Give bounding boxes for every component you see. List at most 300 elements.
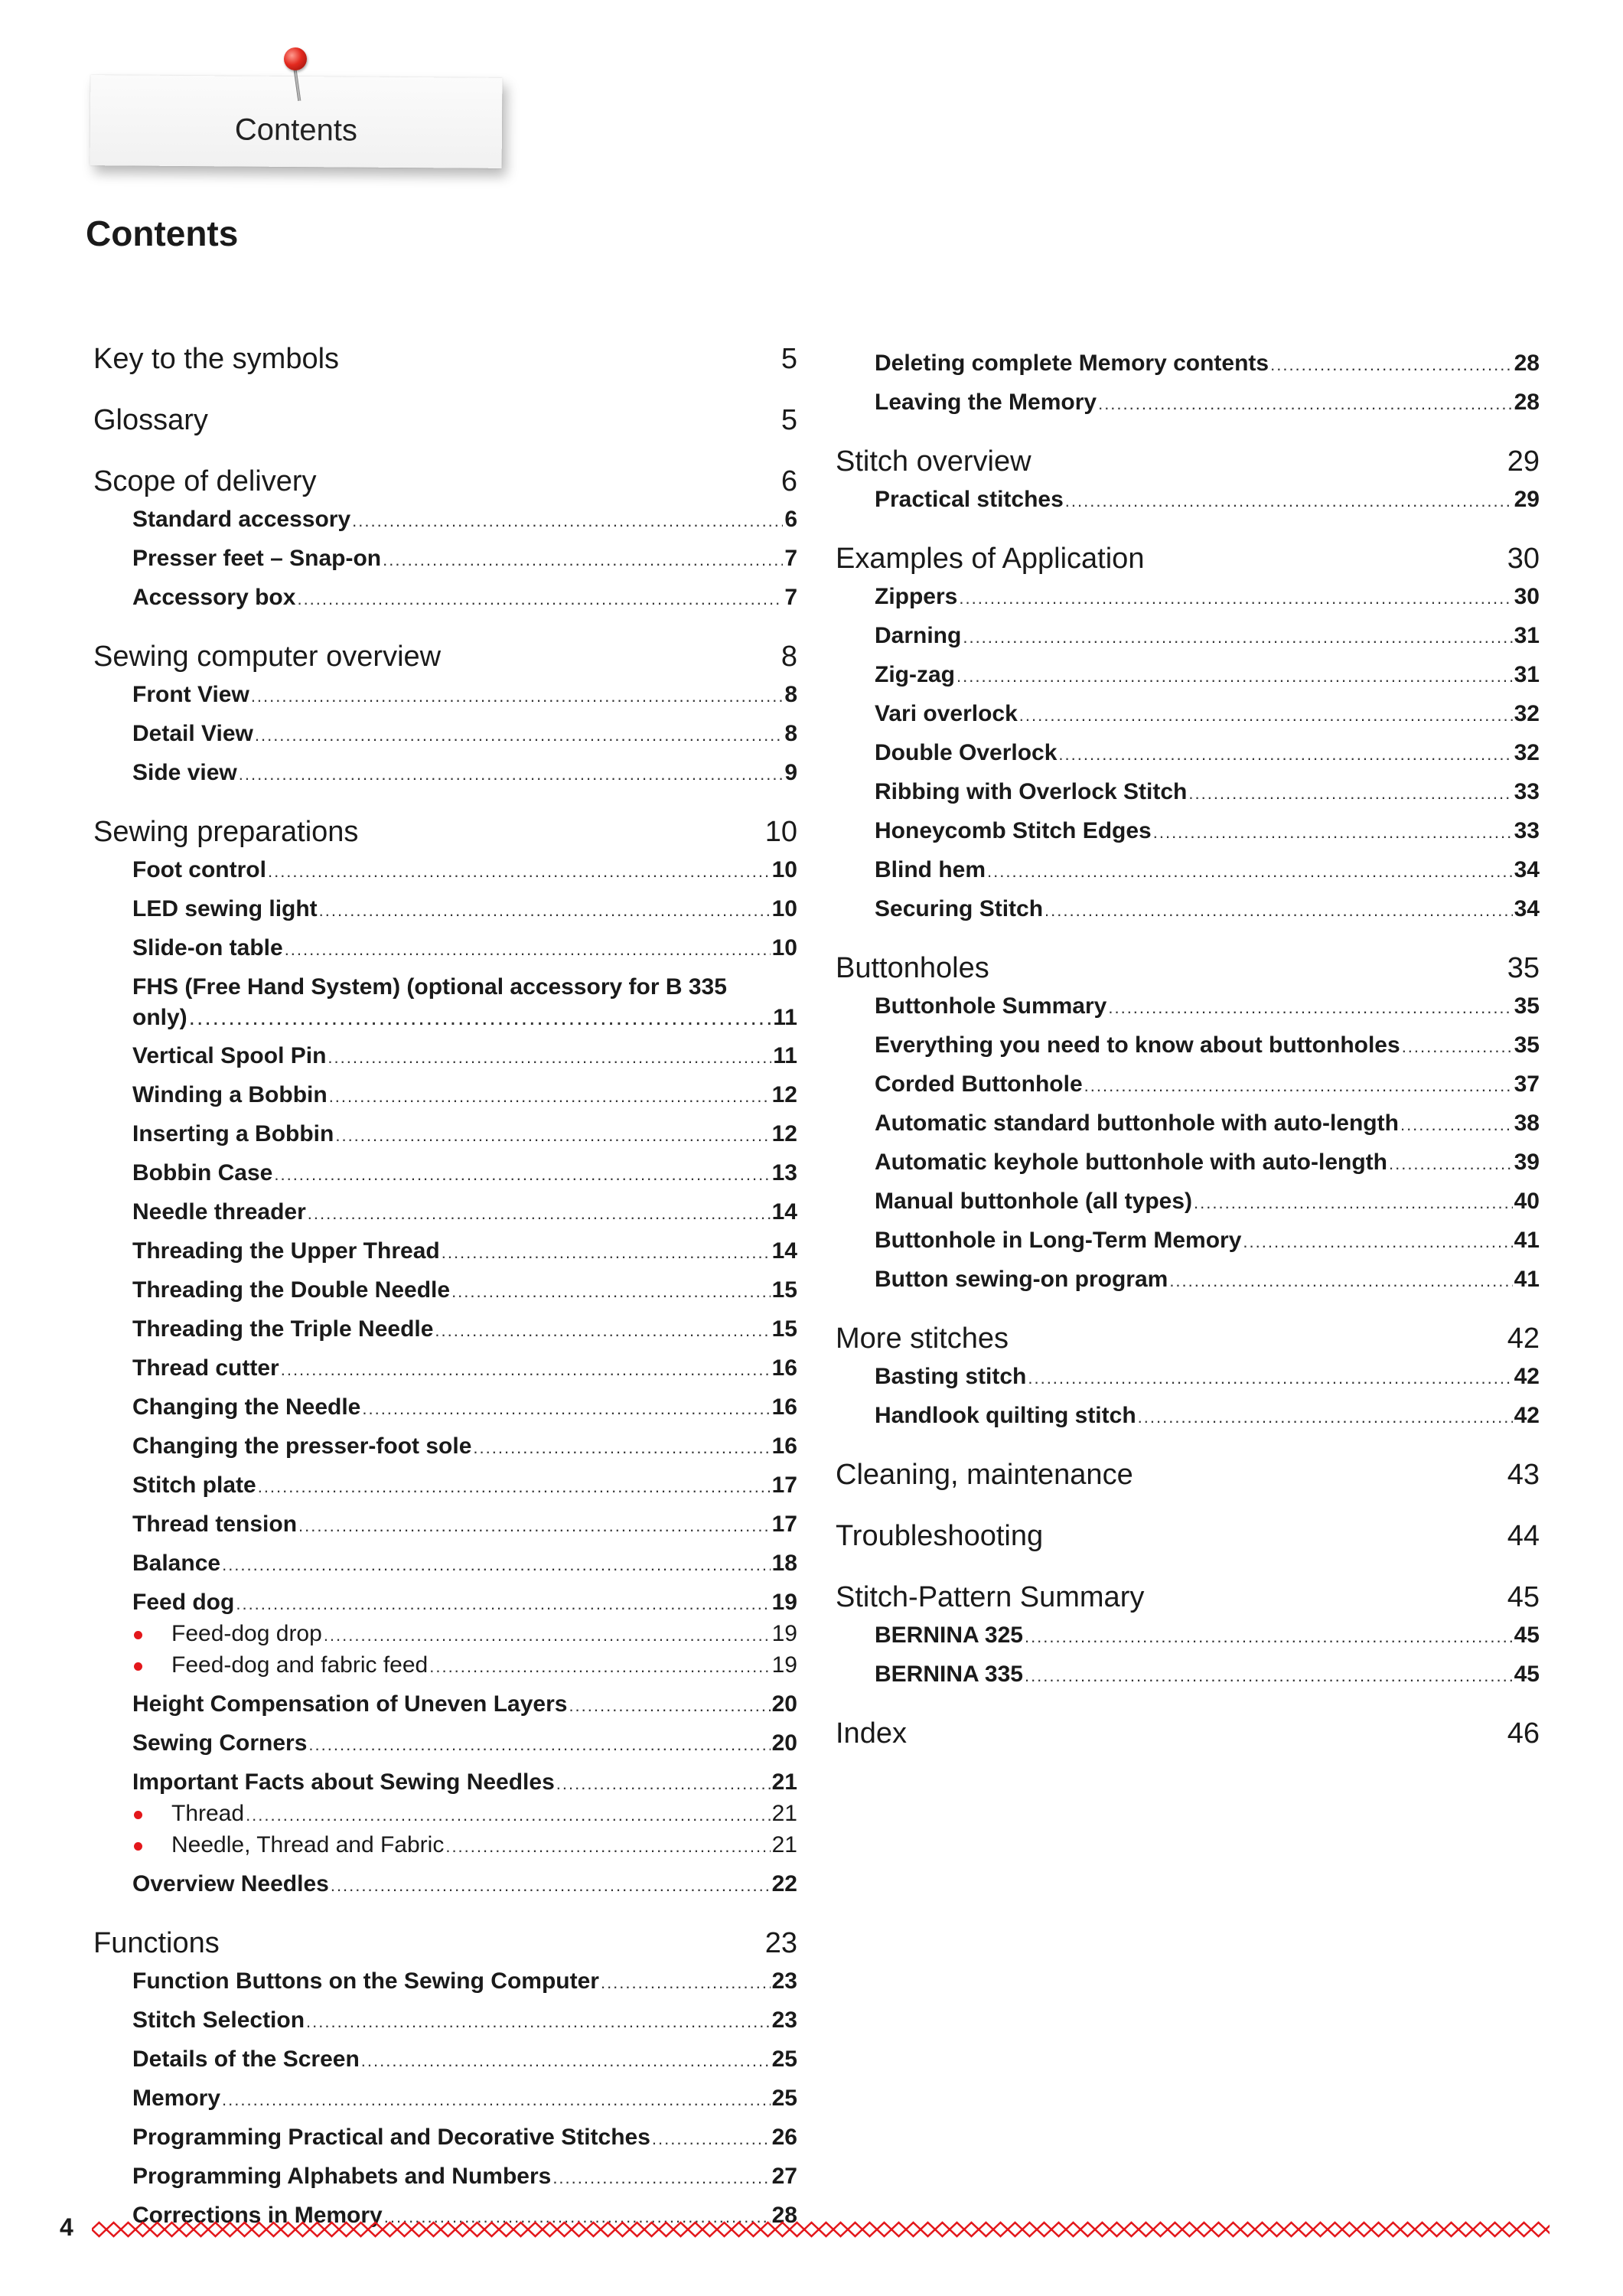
toc-subentry[interactable] xyxy=(93,1830,797,1861)
toc-entry[interactable] xyxy=(836,777,1540,808)
toc-entry-title: Vari overlock xyxy=(875,701,1018,726)
toc-page-number: 43 xyxy=(1507,1459,1540,1491)
toc-page-number: 12 xyxy=(771,1082,797,1107)
toc-page-number: 10 xyxy=(771,857,797,882)
toc-page-number: 23 xyxy=(771,1968,797,1994)
toc-page-number: 39 xyxy=(1514,1150,1540,1175)
toc-entry[interactable] xyxy=(836,660,1540,691)
toc-entry[interactable] xyxy=(836,621,1540,652)
toc-entry[interactable] xyxy=(93,504,797,536)
toc-page-number: 15 xyxy=(771,1316,797,1342)
toc-page-number: 28 xyxy=(1514,351,1540,376)
dot-leader xyxy=(556,1769,771,1799)
toc-section[interactable] xyxy=(93,402,797,439)
toc-section[interactable] xyxy=(836,540,1540,577)
toc-section[interactable] xyxy=(93,341,797,377)
toc-entry[interactable] xyxy=(93,2083,797,2115)
bullet-icon xyxy=(134,1811,142,1819)
toc-section-title: Sewing computer overview xyxy=(93,641,442,673)
toc-entry[interactable] xyxy=(836,991,1540,1022)
dot-leader xyxy=(308,1199,771,1228)
dot-leader xyxy=(1084,1071,1513,1101)
toc-section[interactable] xyxy=(93,638,797,675)
toc-page-number: 35 xyxy=(1514,993,1540,1019)
dot-leader xyxy=(569,1691,770,1720)
dot-leader xyxy=(1194,1188,1513,1218)
toc-page-number: 29 xyxy=(1507,445,1540,478)
toc-entry[interactable] xyxy=(836,1264,1540,1296)
toc-entry-title: Double Overlock xyxy=(875,740,1058,765)
toc-page-number: 44 xyxy=(1507,1520,1540,1552)
toc-section-title: Sewing preparations xyxy=(93,816,359,848)
toc-entry[interactable] xyxy=(93,855,797,886)
toc-subentry-title: Feed-dog drop xyxy=(171,1621,322,1646)
toc-entry[interactable] xyxy=(836,1401,1540,1432)
dot-leader xyxy=(236,1589,770,1619)
dot-leader xyxy=(246,1800,771,1830)
toc-page-number: 15 xyxy=(771,1277,797,1303)
toc-left-column xyxy=(93,341,797,2232)
toc-entry[interactable] xyxy=(93,1587,797,1619)
toc-page-number: 21 xyxy=(771,1832,797,1857)
dot-leader xyxy=(1243,1227,1512,1257)
dot-leader xyxy=(239,759,784,789)
toc-entry-title: Programming Alphabets and Numbers xyxy=(132,2164,552,2189)
toc-page-number: 14 xyxy=(771,1238,797,1264)
toc-page-number: 8 xyxy=(781,641,797,673)
toc-page-number: 31 xyxy=(1514,623,1540,648)
toc-entry-title: Sewing Corners xyxy=(132,1730,308,1756)
toc-entry[interactable] xyxy=(93,1314,797,1345)
toc-entry[interactable] xyxy=(836,1659,1540,1691)
dot-leader xyxy=(1389,1149,1513,1179)
dot-leader xyxy=(1028,1363,1512,1393)
toc-page-number: 34 xyxy=(1514,896,1540,921)
toc-page-number: 16 xyxy=(771,1394,797,1420)
toc-entry-title: Corded Buttonhole xyxy=(875,1071,1083,1097)
dot-leader xyxy=(1153,817,1513,847)
toc-page-number: 28 xyxy=(771,2203,797,2228)
toc-section[interactable] xyxy=(836,1715,1540,1752)
toc-entry-title: Manual buttonhole (all types) xyxy=(875,1189,1193,1214)
toc-entry[interactable] xyxy=(93,1767,797,1799)
dot-leader xyxy=(361,2046,771,2076)
toc-section[interactable] xyxy=(836,1579,1540,1616)
toc-entry-title: Ribbing with Overlock Stitch xyxy=(875,779,1188,804)
toc-entry-title: Memory xyxy=(132,2086,221,2111)
dot-leader xyxy=(1025,1661,1513,1691)
toc-entry[interactable] xyxy=(93,1689,797,1720)
toc-section-title: Examples of Application xyxy=(836,543,1145,575)
dot-leader xyxy=(251,681,784,711)
toc-page-number: 33 xyxy=(1514,779,1540,804)
toc-entry-title: Changing the Needle xyxy=(132,1394,361,1420)
toc-page-number: 9 xyxy=(784,760,797,785)
bullet-icon xyxy=(134,1662,142,1671)
toc-entry-title: Button sewing-on program xyxy=(875,1267,1168,1292)
toc-entry-title: Basting stitch xyxy=(875,1364,1027,1389)
dot-leader xyxy=(285,934,771,964)
tab-label: Contents xyxy=(234,113,358,148)
toc-entry-title: Handlook quilting stitch xyxy=(875,1403,1136,1428)
dot-leader xyxy=(222,1550,771,1580)
toc-entry-title: Front View xyxy=(132,682,249,707)
toc-page-number: 8 xyxy=(784,721,797,746)
toc-entry-title: Important Facts about Sewing Needles xyxy=(132,1769,555,1795)
toc-page-number: 23 xyxy=(764,1927,797,1959)
toc-entry[interactable] xyxy=(93,1470,797,1502)
toc-entry-title: Corrections in Memory xyxy=(132,2203,383,2228)
toc-entry[interactable] xyxy=(93,582,797,614)
dot-leader xyxy=(1108,993,1512,1022)
toc-section-title: Troubleshooting xyxy=(836,1520,1044,1552)
toc-entry-title: Overview Needles xyxy=(132,1871,329,1896)
toc-section-title: Functions xyxy=(93,1927,220,1959)
toc-entry-title: Deleting complete Memory contents xyxy=(875,351,1269,376)
toc-page-number: 5 xyxy=(781,343,797,375)
toc-entry[interactable] xyxy=(836,1362,1540,1393)
toc-entry-title: Side view xyxy=(132,760,237,785)
toc-entry[interactable] xyxy=(836,1030,1540,1062)
toc-entry-title: Standard accessory xyxy=(132,507,351,532)
toc-entry-title: Winding a Bobbin xyxy=(132,1082,328,1107)
toc-page-number: 19 xyxy=(771,1621,797,1646)
toc-entry[interactable] xyxy=(836,738,1540,769)
toc-page-number: 13 xyxy=(771,1160,797,1186)
toc-page-number: 8 xyxy=(784,682,797,707)
dot-leader xyxy=(1065,486,1513,516)
toc-entry-title: FHS (Free Hand System) (optional accessory for B 335 xyxy=(132,974,727,1000)
toc-section[interactable] xyxy=(836,1320,1540,1357)
toc-entry-title: Vertical Spool Pin xyxy=(132,1043,327,1068)
toc-entry[interactable] xyxy=(836,582,1540,613)
toc-page-number: 6 xyxy=(781,465,797,497)
dot-leader xyxy=(1270,350,1513,380)
dot-leader xyxy=(331,1870,771,1900)
toc-page-number: 29 xyxy=(1514,487,1540,512)
toc-entry[interactable] xyxy=(836,1225,1540,1257)
toc-page-number: 42 xyxy=(1507,1322,1540,1355)
toc-entry-title: Thread tension xyxy=(132,1512,298,1537)
toc-page-number: 17 xyxy=(771,1512,797,1537)
dot-leader xyxy=(1138,1402,1513,1432)
toc-page-number: 26 xyxy=(771,2125,797,2150)
toc-page-number: 45 xyxy=(1514,1662,1540,1687)
toc-section[interactable] xyxy=(836,1518,1540,1554)
toc-section-title: Index xyxy=(836,1717,907,1750)
toc-page-number: 10 xyxy=(764,816,797,848)
toc-entry[interactable] xyxy=(93,2122,797,2154)
toc-entry-title: BERNINA 335 xyxy=(875,1662,1023,1687)
toc-section-title: Key to the symbols xyxy=(93,343,340,375)
toc-entry-title: Details of the Screen xyxy=(132,2047,360,2072)
dot-leader xyxy=(1402,1032,1513,1062)
dot-leader xyxy=(268,856,771,886)
toc-subentry[interactable] xyxy=(93,1799,797,1830)
toc-entry[interactable] xyxy=(93,1966,797,1998)
toc-entry-title: Programming Practical and Decorative Stitches xyxy=(132,2125,650,2150)
toc-entry-title: Stitch Selection xyxy=(132,2007,305,2033)
toc-entry-title-continued: only) xyxy=(132,1005,187,1030)
toc-section-title: Glossary xyxy=(93,404,208,436)
toc-page-number: 17 xyxy=(771,1473,797,1498)
dot-leader xyxy=(1098,389,1513,419)
toc-subentry-title: Feed-dog and fabric feed xyxy=(171,1652,429,1678)
toc-entry-title: Accessory box xyxy=(132,585,296,610)
toc-page-number: 25 xyxy=(771,2047,797,2072)
toc-entry[interactable] xyxy=(93,1353,797,1384)
dot-leader xyxy=(959,583,1512,613)
toc-entry-title: Needle threader xyxy=(132,1199,306,1225)
toc-page-number: 38 xyxy=(1514,1110,1540,1136)
toc-entry-title: Threading the Triple Needle xyxy=(132,1316,434,1342)
toc-entry-title: Darning xyxy=(875,623,962,648)
toc-entry-title: Zippers xyxy=(875,584,958,609)
toc-entry[interactable] xyxy=(93,1119,797,1150)
toc-entry-title: Automatic keyhole buttonhole with auto-length xyxy=(875,1150,1387,1175)
toc-entry-title: Blind hem xyxy=(875,857,986,882)
toc-subentry[interactable] xyxy=(93,1619,797,1650)
dot-leader xyxy=(352,506,783,536)
dot-leader xyxy=(297,584,783,614)
dot-leader xyxy=(1019,700,1513,730)
toc-page-number: 34 xyxy=(1514,857,1540,882)
toc-page-number: 12 xyxy=(771,1121,797,1146)
toc-entry[interactable] xyxy=(93,2044,797,2076)
dot-leader xyxy=(963,622,1512,652)
toc-entry-title: Slide-on table xyxy=(132,935,283,960)
toc-entry[interactable] xyxy=(836,348,1540,380)
dot-leader xyxy=(222,2085,771,2115)
toc-page-number: 45 xyxy=(1507,1581,1540,1613)
toc-entry[interactable] xyxy=(836,699,1540,730)
toc-page-number: 20 xyxy=(771,1730,797,1756)
dot-leader xyxy=(1400,1110,1513,1140)
dot-leader xyxy=(442,1238,771,1267)
toc-entry-title: Securing Stitch xyxy=(875,896,1044,921)
toc-entry-title: Practical stitches xyxy=(875,487,1064,512)
toc-entry[interactable] xyxy=(93,894,797,925)
toc-entry[interactable] xyxy=(93,758,797,789)
dot-leader xyxy=(324,1620,771,1650)
toc-page-number: 25 xyxy=(771,2086,797,2111)
dot-leader xyxy=(1058,739,1512,769)
dot-leader xyxy=(308,1730,770,1760)
toc-entry-title: Height Compensation of Uneven Layers xyxy=(132,1691,568,1717)
toc-entry[interactable] xyxy=(93,1392,797,1424)
toc-section[interactable] xyxy=(836,950,1540,987)
toc-section-title: Stitch overview xyxy=(836,445,1031,478)
toc-page-number: 11 xyxy=(773,1043,797,1068)
dot-leader xyxy=(258,1472,771,1502)
toc-page-number: 42 xyxy=(1514,1403,1540,1428)
toc-page-number: 33 xyxy=(1514,818,1540,843)
toc-entry-title: Threading the Double Needle xyxy=(132,1277,451,1303)
toc-entry-title: Bobbin Case xyxy=(132,1160,273,1186)
toc-subentry[interactable] xyxy=(93,1650,797,1681)
toc-page-number: 11 xyxy=(773,1005,797,1030)
toc-page-number: 19 xyxy=(771,1652,797,1678)
dot-leader xyxy=(473,1433,770,1463)
pushpin-icon xyxy=(284,47,307,70)
toc-page-number: 20 xyxy=(771,1691,797,1717)
dot-leader xyxy=(362,1394,770,1424)
dot-leader xyxy=(987,856,1513,886)
toc-page-number: 41 xyxy=(1514,1267,1540,1292)
toc-entry-title: Balance xyxy=(132,1551,221,1576)
toc-entry-title: Detail View xyxy=(132,721,253,746)
dot-leader xyxy=(601,1968,771,1998)
toc-entry[interactable] xyxy=(836,1069,1540,1101)
toc-entry-title: Feed dog xyxy=(132,1590,235,1615)
page-number: 4 xyxy=(60,2213,73,2241)
dot-leader xyxy=(1045,895,1513,925)
toc-page-number: 32 xyxy=(1514,701,1540,726)
toc-entry[interactable] xyxy=(93,1041,797,1072)
dot-leader xyxy=(281,1355,771,1384)
toc-page-number: 32 xyxy=(1514,740,1540,765)
bullet-icon xyxy=(134,1842,142,1851)
toc-entry-title: Everything you need to know about buttonholes xyxy=(875,1032,1400,1058)
toc-page-number: 27 xyxy=(771,2164,797,2189)
toc-section-title: More stitches xyxy=(836,1322,1009,1355)
toc-entry[interactable] xyxy=(93,1275,797,1306)
toc-section[interactable] xyxy=(836,1456,1540,1493)
toc-entry[interactable] xyxy=(93,2161,797,2193)
dot-leader xyxy=(329,1081,771,1111)
toc-section[interactable] xyxy=(93,814,797,850)
toc-right-column xyxy=(836,341,1540,1752)
dot-leader xyxy=(383,545,783,575)
toc-entry-title: Leaving the Memory xyxy=(875,390,1097,415)
toc-entry-title: Honeycomb Stitch Edges xyxy=(875,818,1152,843)
toc-page-number: 7 xyxy=(784,546,797,571)
toc-entry[interactable] xyxy=(93,1431,797,1463)
toc-entry[interactable] xyxy=(93,543,797,575)
toc-page-number: 21 xyxy=(771,1769,797,1795)
dot-leader xyxy=(435,1316,770,1345)
dot-leader xyxy=(1025,1622,1513,1652)
toc-entry-title: Function Buttons on the Sewing Computer xyxy=(132,1968,599,1994)
toc-section-title: Cleaning, maintenance xyxy=(836,1459,1133,1491)
toc-entry[interactable] xyxy=(836,387,1540,419)
toc-page-number: 42 xyxy=(1514,1364,1540,1389)
toc-entry-title: Presser feet – Snap-on xyxy=(132,546,382,571)
toc-entry-title: Threading the Upper Thread xyxy=(132,1238,440,1264)
dot-leader xyxy=(1188,778,1512,808)
toc-entry[interactable] xyxy=(93,1728,797,1760)
toc-entry[interactable] xyxy=(93,680,797,711)
toc-page-number: 7 xyxy=(784,585,797,610)
toc-entry[interactable] xyxy=(93,719,797,750)
toc-entry[interactable] xyxy=(93,933,797,964)
toc-entry[interactable] xyxy=(836,816,1540,847)
toc-entry-title: Zig-zag xyxy=(875,662,955,687)
dot-leader xyxy=(429,1652,770,1681)
toc-subentry-title: Thread xyxy=(171,1801,245,1826)
toc-page-number: 30 xyxy=(1514,584,1540,609)
dot-leader xyxy=(335,1120,770,1150)
toc-page-number: 10 xyxy=(771,896,797,921)
dot-leader xyxy=(255,720,783,750)
toc-page-number: 40 xyxy=(1514,1189,1540,1214)
toc-section[interactable] xyxy=(93,463,797,500)
toc-page-number: 31 xyxy=(1514,662,1540,687)
toc-entry[interactable] xyxy=(836,484,1540,516)
toc-page-number: 35 xyxy=(1514,1032,1540,1058)
dot-leader xyxy=(189,1003,772,1033)
toc-entry[interactable] xyxy=(93,1548,797,1580)
toc-entry[interactable] xyxy=(836,1620,1540,1652)
dot-leader xyxy=(1169,1266,1512,1296)
dot-leader xyxy=(306,2007,771,2037)
toc-entry-title: Thread cutter xyxy=(132,1355,279,1381)
dot-leader xyxy=(957,661,1513,691)
dot-leader xyxy=(319,895,771,925)
page-title: Contents xyxy=(86,214,239,253)
toc-entry[interactable] xyxy=(93,1509,797,1541)
toc-page-number: 41 xyxy=(1514,1228,1540,1253)
toc-entry-title: Inserting a Bobbin xyxy=(132,1121,334,1146)
toc-entry-title: LED sewing light xyxy=(132,896,318,921)
toc-page-number: 18 xyxy=(771,1551,797,1576)
dot-leader xyxy=(328,1042,771,1072)
toc-entry[interactable] xyxy=(836,1108,1540,1140)
toc-page-number: 23 xyxy=(771,2007,797,2033)
toc-page-number: 28 xyxy=(1514,390,1540,415)
toc-entry-title: Stitch plate xyxy=(132,1473,256,1498)
toc-entry-title: Buttonhole Summary xyxy=(875,993,1107,1019)
toc-entry-title: Automatic standard buttonhole with auto-length xyxy=(875,1110,1399,1136)
toc-page-number: 6 xyxy=(784,507,797,532)
toc-entry[interactable] xyxy=(93,1197,797,1228)
toc-section[interactable] xyxy=(836,443,1540,480)
toc-page-number: 21 xyxy=(771,1801,797,1826)
toc-entry[interactable] xyxy=(836,894,1540,925)
toc-section-title: Buttonholes xyxy=(836,952,989,984)
toc-page-number: 30 xyxy=(1507,543,1540,575)
toc-entry[interactable] xyxy=(93,1080,797,1111)
toc-section-title: Stitch-Pattern Summary xyxy=(836,1581,1145,1613)
toc-entry[interactable] xyxy=(836,1186,1540,1218)
toc-entry[interactable] xyxy=(93,1236,797,1267)
toc-entry[interactable] xyxy=(93,1158,797,1189)
bullet-icon xyxy=(134,1631,142,1639)
toc-entry[interactable] xyxy=(836,855,1540,886)
toc-page-number: 37 xyxy=(1514,1071,1540,1097)
toc-entry-title: Buttonhole in Long-Term Memory xyxy=(875,1228,1242,1253)
toc-page-number: 10 xyxy=(771,935,797,960)
toc-page-number: 16 xyxy=(771,1433,797,1459)
toc-entry[interactable] xyxy=(836,1147,1540,1179)
toc-page-number: 16 xyxy=(771,1355,797,1381)
toc-section-title: Scope of delivery xyxy=(93,465,317,497)
dot-leader xyxy=(552,2163,770,2193)
toc-entry-title: Changing the presser-foot sole xyxy=(132,1433,472,1459)
dot-leader xyxy=(445,1831,770,1861)
toc-entry[interactable] xyxy=(93,1869,797,1900)
toc-entry[interactable] xyxy=(93,972,797,1033)
toc-page-number: 22 xyxy=(771,1871,797,1896)
toc-page-number: 5 xyxy=(781,404,797,436)
dot-leader xyxy=(451,1277,771,1306)
toc-entry-title: Foot control xyxy=(132,857,266,882)
toc-page-number: 45 xyxy=(1514,1623,1540,1648)
toc-entry[interactable] xyxy=(93,2005,797,2037)
toc-page-number: 19 xyxy=(771,1590,797,1615)
dot-leader xyxy=(298,1511,771,1541)
toc-section[interactable] xyxy=(93,1925,797,1962)
